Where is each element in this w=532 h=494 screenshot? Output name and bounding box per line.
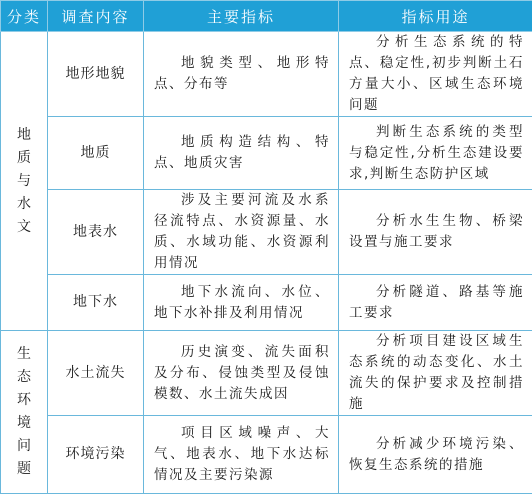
use-cell: 分析隧道、路基等施工要求 <box>339 275 532 331</box>
header-use: 指标用途 <box>339 1 532 32</box>
indicator-cell: 地下水流向、水位、地下水补排及利用情况 <box>144 275 339 331</box>
content-cell: 地下水 <box>48 275 144 331</box>
table-row <box>1 32 532 117</box>
header-row <box>1 1 532 32</box>
use-cell: 分析水生生物、桥梁设置与施工要求 <box>339 190 532 275</box>
use-cell: 判断生态系统的类型与稳定性,分析生态建设要求,判断生态防护区域 <box>339 117 532 190</box>
table-row <box>1 416 532 494</box>
header-category: 分类 <box>1 1 48 32</box>
use-cell: 分析减少环境污染、恢复生态系统的措施 <box>339 416 532 494</box>
table-row <box>1 331 532 416</box>
content-cell: 环境污染 <box>48 416 144 494</box>
header-indicator: 主要指标 <box>144 1 339 32</box>
category-cell: 生态环境问题 <box>1 331 48 494</box>
content-cell: 地质 <box>48 117 144 190</box>
table-row <box>1 117 532 190</box>
indicator-cell: 地质构造结构、特点、地质灾害 <box>144 117 339 190</box>
use-cell: 分析生态系统的特点、稳定性,初步判断土石方量大小、区域生态环境问题 <box>339 32 532 117</box>
table-row <box>1 190 532 275</box>
table-row <box>1 275 532 331</box>
content-cell: 地形地貌 <box>48 32 144 117</box>
category-cell: 地质与水文 <box>1 32 48 331</box>
use-cell: 分析项目建设区域生态系统的动态变化、水土流失的保护要求及控制措施 <box>339 331 532 416</box>
content-cell: 水土流失 <box>48 331 144 416</box>
indicator-cell: 涉及主要河流及水系径流特点、水资源量、水质、水域功能、水资源利用情况 <box>144 190 339 275</box>
indicator-cell: 历史演变、流失面积及分布、侵蚀类型及侵蚀模数、水土流失成因 <box>144 331 339 416</box>
header-content: 调查内容 <box>48 1 144 32</box>
indicator-cell: 项目区域噪声、大气、地表水、地下水达标情况及主要污染源 <box>144 416 339 494</box>
indicator-cell: 地貌类型、地形特点、分布等 <box>144 32 339 117</box>
content-cell: 地表水 <box>48 190 144 275</box>
